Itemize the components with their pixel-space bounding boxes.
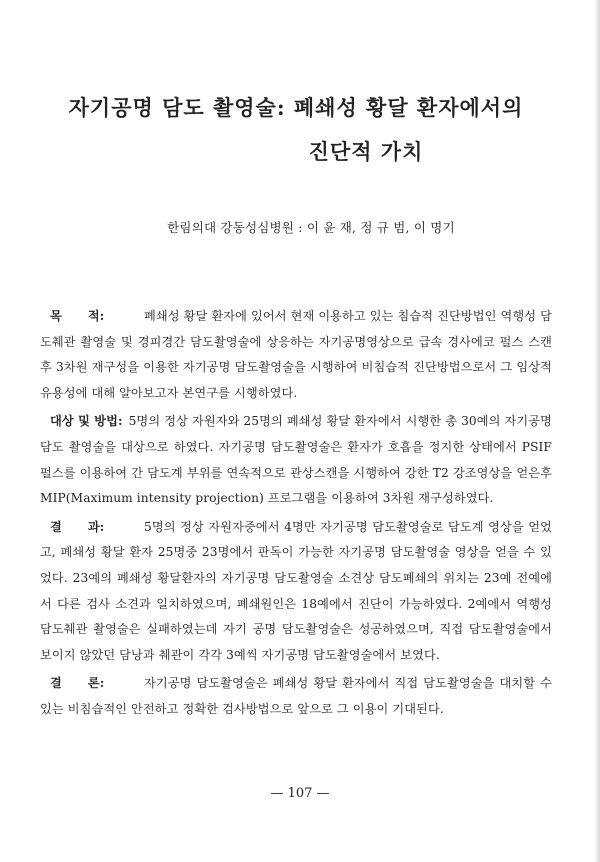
title-line-1: 자기공명 담도 촬영술: 폐쇄성 황달 환자에서의 (68, 95, 524, 120)
scan-edge-shadow (594, 0, 600, 862)
section-methods (40, 409, 552, 511)
section-purpose (40, 304, 552, 406)
page-number: — 107 — (270, 786, 330, 801)
section-label: 결 론: (50, 676, 105, 691)
section-text: 5명의 정상 자원자와 25명의 폐쇄성 황달 환자에서 시행한 총 30예의 자기공명 담도 촬영술을 대상으로 하였다. 자기공명 담도촬영술은 환자가 호흡을 정지한 상태에서 PSIF 펄스를 이용하여 간 담도계 부위를 연속적으로 관상스캔을 시행하여 강한 T2 강조영상을 얻은후 MIP(Maximum intensity projection) 프로그램을 이용하여 3차원 재구성하였다. (40, 414, 552, 506)
section-label: 대상 및 방법: (50, 414, 123, 429)
title-line-2: 진단적 가치 (308, 139, 424, 164)
abstract (40, 304, 552, 723)
section-label: 목 적: (50, 309, 105, 323)
section-conclusion (40, 671, 552, 722)
section-text: 자기공명 담도촬영술은 폐쇄성 황달 환자에서 직접 담도촬영술을 대치할 수 있는 비침습적인 안전하고 정확한 검사방법으로 앞으로 그 이용이 기대된다. (40, 676, 552, 716)
section-label: 결 과: (50, 519, 105, 534)
section-results (40, 515, 552, 669)
section-text: 폐쇄성 황달 환자에 있어서 현재 이용하고 있는 침습적 진단방법인 역행성 담도췌관 촬영술 및 경피경간 담도촬영술에 상응하는 자기공명영상으로 급속 경사에코 펄스 스캔 후 3차원 재구성을 이용한 자기공명 담도촬영술을 시행하여 비침습적 진단방법으로서 그 임상적 유용성에 대해 알아보고자 본연구를 시행하였다. (40, 309, 552, 400)
section-text: 5명의 정상 자원자중에서 4명만 자기공명 담도촬영술로 담도계 영상을 얻었고, 폐쇄성 황달 환자 25명중 23명에서 판독이 가능한 자기공명 담도촬영술 영상을 얻을 수 있었다. 23예의 폐쇄성 황달환자의 자기공명 담도촬영술 소견상 담도폐쇄의 위치는 23예 전예에서 다른 검사 소견과 일치하였으며, 폐쇄원인은 18예에서 진단이 가능하였다. 2예에서 역행성 담도췌관 촬영술은 실패하였는데 자기 공명 담도촬영술은 성공하였으며, 직접 담도촬영술에서 보이지 않았던 담낭과 췌관이 각각 3예씩 자기공명 담도촬영술에서 보였다. (40, 519, 552, 662)
authors: 한림의대 강동성심병원 : 이 윤 재, 정 규 범, 이 명기 (167, 220, 455, 235)
